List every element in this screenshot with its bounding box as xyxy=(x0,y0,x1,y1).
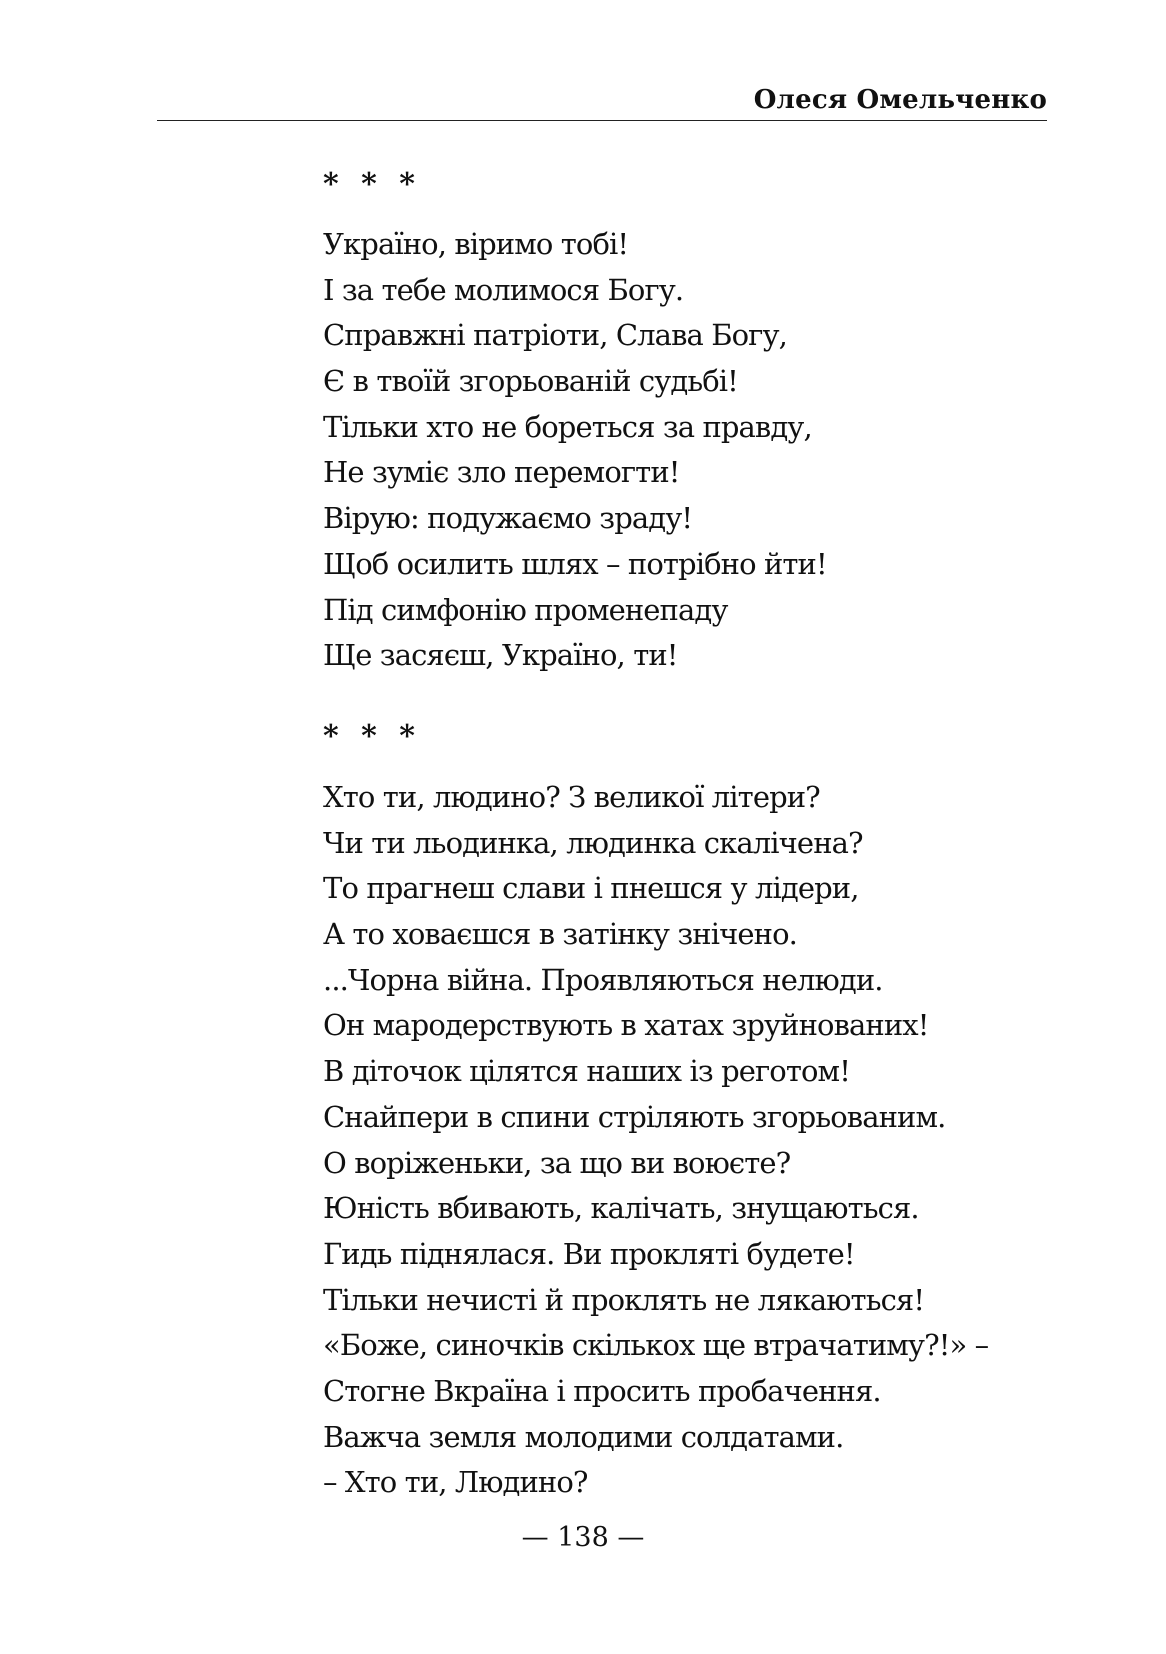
poem-line: Он мародерствують в хатах зруйнованих! xyxy=(323,1008,929,1043)
page-number: — 138 — xyxy=(521,1522,645,1553)
poem-line: Стогне Вкраїна і просить пробачення. xyxy=(323,1373,881,1408)
poem-line: – Хто ти, Людино? xyxy=(323,1465,588,1500)
poem-line: Під симфонію променепаду xyxy=(323,592,728,627)
poem-line: Снайпери в спини стріляють згорьованим. xyxy=(323,1099,946,1134)
poem-separator-1: * * * xyxy=(323,167,421,202)
poem-2 xyxy=(323,775,988,1506)
poem-line: Не зуміє зло перемогти! xyxy=(323,455,680,490)
poem-line: Чи ти льодинка, людинка скалічена? xyxy=(323,825,863,860)
poem-line: Є в твоїй згорьованій судьбі! xyxy=(323,364,738,399)
poem-line: Хто ти, людино? З великої літери? xyxy=(323,780,820,814)
poem-line: І за тебе молимося Богу. xyxy=(323,272,684,307)
poem-line: Україно, віримо тобі! xyxy=(323,227,629,261)
poem-line: Справжні патріоти, Слава Богу, xyxy=(323,318,787,353)
poem-line: В діточок цілятся наших із реготом! xyxy=(323,1054,850,1089)
poem-line: Гидь піднялася. Ви прокляті будете! xyxy=(323,1236,855,1271)
running-header xyxy=(157,84,1047,121)
poem-line: Вірую: подужаємо зраду! xyxy=(323,501,693,536)
poem-line: Юність вбивають, калічать, знущаються. xyxy=(323,1191,919,1226)
poem-line: Ще засяєш, Україно, ти! xyxy=(323,638,678,673)
poem-separator-2: * * * xyxy=(323,719,421,754)
author-name: Олеся Омельченко xyxy=(753,85,1047,115)
poem-line: Важча земля молодими солдатами. xyxy=(323,1419,844,1454)
poem-line: Тільки нечисті й проклять не лякаються! xyxy=(323,1282,925,1317)
poem-line: А то ховаєшся в затінку знічено. xyxy=(323,917,797,952)
poem-line: Щоб осилить шлях – потрібно йти! xyxy=(323,546,827,581)
poem-line: «Боже, синочків скількох ще втрачатиму?!» – xyxy=(323,1328,989,1363)
poem-line: Тільки хто не бореться за правду, xyxy=(323,409,812,444)
poem-line: ...Чорна війна. Проявляються нелюди. xyxy=(323,962,883,997)
poem-1 xyxy=(323,222,827,679)
poem-line: О воріженьки, за що ви воюєте? xyxy=(323,1145,791,1180)
poem-line: То прагнеш слави і пнешся у лідери, xyxy=(323,871,859,906)
